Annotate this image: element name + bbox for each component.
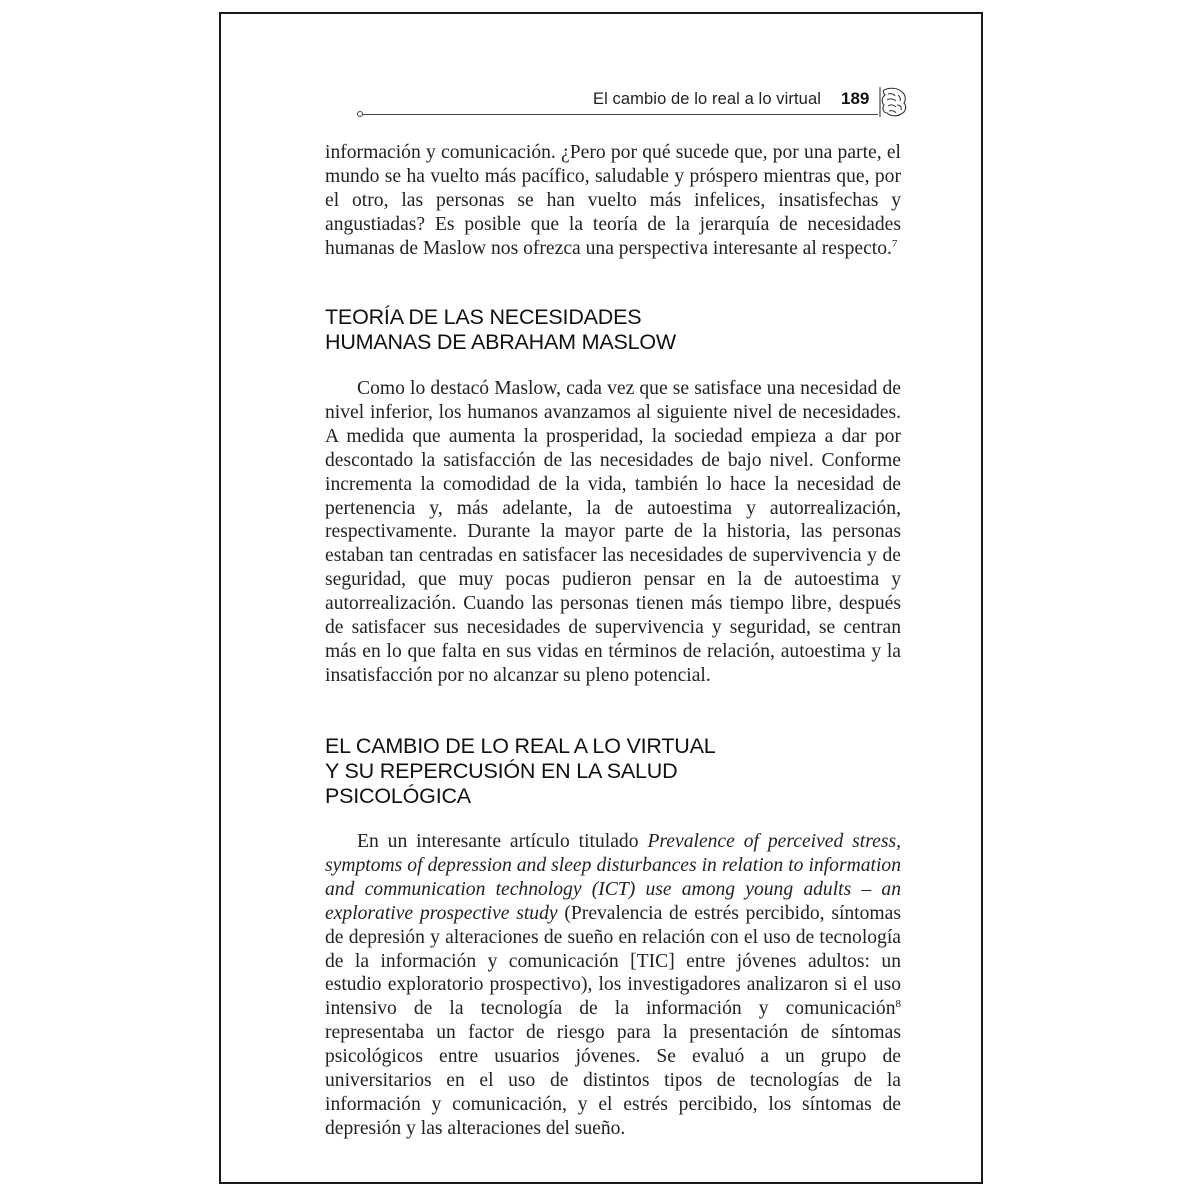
heading-2-line-3: PSICOLÓGICA [325,784,471,808]
article-title: Prevalence of perceived stress, symptoms of depression and sleep disturbances in relation to information and communication technology (ICT) use among young adults – an explorative prospective study [325,831,901,924]
heading-2-line-1: EL CAMBIO DE LO REAL A LO VIRTUAL [325,734,716,758]
paragraph-maslow [325,377,901,688]
header-rule-dot [357,111,363,117]
paragraph-2-text: Como lo destacó Maslow, cada vez que se satisface una necesidad de nivel inferior, los humanos avanzamos al siguiente nivel de necesidades. A medida que aumenta la prosperidad, la sociedad empieza a dar por descontado la satisfacción de las necesidades de bajo nivel. Conforme incrementa la comodidad de la vida, también lo hace la necesidad de pertenencia y, más adelante, la de autoestima y autorrealización, respectivamente. Durante la mayor parte de la historia, las personas estaban tan centradas en satisfacer las necesidades de supervivencia y de seguridad, que muy pocas pudieron pensar en la de autoestima y autorrealización. Cuando las personas tienen más tiempo libre, después de satisfacer sus necesidades de supervivencia y seguridad, se centran más en lo que falta en sus vidas en términos de relación, autoestima y la insatisfacción por no alcanzar su pleno potencial. [325,378,901,686]
paragraph-3-intro: En un interesante artículo titulado [357,831,648,852]
paragraph-continuation [325,141,901,261]
heading-1-line-1: TEORÍA DE LAS NECESIDADES [325,305,642,329]
paragraph-3-text-a: (Prevalencia de estrés percibido, síntomas de depresión y alteraciones de sueño en relación con el uso de tecnología de la información y comunicación [TIC] entre jóvenes adultos: un estudio exploratorio prospectivo), los investigadores analizaron si el uso intensivo de la tecnología de la información y comunicación [325,902,901,1020]
running-header [360,84,908,120]
paragraph-3-text-b: representaba un factor de riesgo para la presentación de síntomas psicológicos entre usuarios jóvenes. Se evaluó a un grupo de universitarios en el uso de distintos tipos de tecnologías de la información y comunicación, y el estrés percibido, los síntomas de depresión y las alteraciones del sueño. [325,1022,901,1139]
heading-1-line-2: HUMANAS DE ABRAHAM MASLOW [325,330,676,354]
paragraph-1-text: información y comunicación. ¿Pero por qué sucede que, por una parte, el mundo se ha vuelto más pacífico, saludable y próspero mientras que, por el otro, las personas se han vuelto más infelices, insatisfechas y angustiadas? Es posible que la teoría de la jerarquía de necesidades humanas de Maslow nos ofrezca una perspectiva interesante al respecto. [325,142,901,259]
footnote-marker-7: 7 [891,237,898,250]
heading-2-line-2: Y SU REPERCUSIÓN EN LA SALUD [325,759,678,783]
brain-icon [878,86,908,118]
footnote-marker-8: 8 [895,998,901,1011]
page-number: 189 [841,89,870,108]
section-heading-maslow [325,305,676,355]
section-heading-real-virtual [325,734,716,809]
running-header-title: El cambio de lo real a lo virtual [593,90,821,108]
header-rule [360,114,878,115]
paragraph-study [325,830,901,1141]
